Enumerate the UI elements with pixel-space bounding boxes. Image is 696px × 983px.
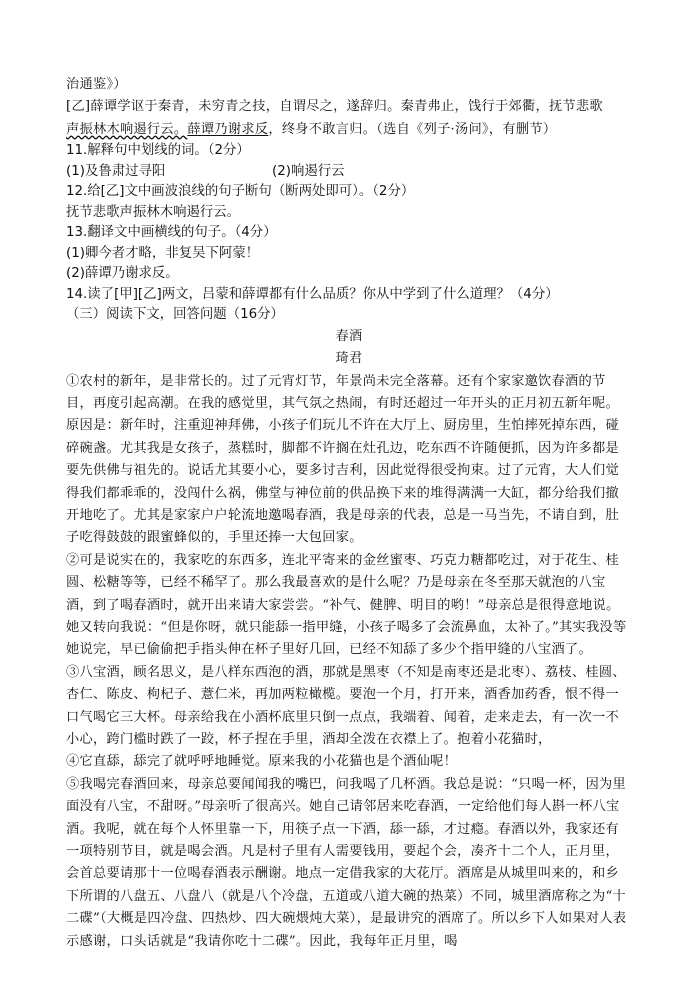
article-title: 春酒 <box>335 328 363 344</box>
passage-b-line2 <box>66 119 632 141</box>
article-paragraph-3: ③八宝酒，顾名思义，是八样东西泡的酒，那就是黑枣（不知是南枣还是北枣）、荔枝、桂圆、杏仁、陈皮、枸杞子、薏仁米，再加两粒橄榄。要泡一个月，打开来，酒香加药香，恨不得一口气喝它三大杯。母亲给我在小酒杯底里只倒一点点，我端着、闻着，走来走去，有一次一不小心，跨门槛时跌了一跤，杯子捏在手里，酒却全泼在衣襟上了。抱着小花猫时， <box>66 664 626 748</box>
q11-option-1: (1)及鲁肃过寻阳 <box>66 163 166 179</box>
article-author: 琦君 <box>335 351 363 367</box>
question-13-item-2: (2)薛谭乃谢求反。 <box>66 266 179 282</box>
question-11: 11.解释句中划线的词。（2分） <box>66 143 250 159</box>
article <box>66 326 632 953</box>
question-14: 14.读了[甲][乙]两文，吕蒙和薛谭都有什么品质？你从中学到了什么道理？（4分） <box>66 286 559 302</box>
article-paragraph-5: ⑤我喝完春酒回来，母亲总要闻闻我的嘴巴，问我喝了几杯酒。我总是说：“只喝一杯，因为里面没有八宝，不甜呀。”母亲听了很高兴。她自己请邻居来吃春酒，一定给他们每人斟一杯八宝酒。我呢，就在每个人怀里靠一下，用筷子点一下酒，舔一舔，才过瘾。春酒以外，我家还有一项特别节目，就是喝会酒。凡是村子里有人需要钱用，要起个会，凑齐十二个人，正月里，会首总要请那十一位喝春酒表示酬谢。地点一定借我家的大花厅。酒席是从城里叫来的，和乡下所谓的八盘五、八盘八（就是八个冷盘，五道或八道大碗的热菜）不同，城里酒席称之为“十二碟”（大概是四冷盘、四热炒、四大碗煨炖大菜），是最讲究的酒席了。所以乡下人如果对人表示感谢，口头话就是“我请你吃十二碟”。因此，我每年正月里，喝 <box>66 776 627 949</box>
passage-b-source: ，终身不敢言归。（选自《列子·汤问》，有删节） <box>268 121 557 137</box>
question-12-sentence: 抚节悲歌声振林木响遏行云。 <box>66 204 241 220</box>
document-page <box>66 74 632 953</box>
question-11-options <box>66 162 632 183</box>
q11-option-2: (2)响遏行云 <box>272 163 345 179</box>
question-13-item-1: (1)卿今者才略，非复吴下阿蒙！ <box>66 245 260 261</box>
passage-b <box>66 74 632 141</box>
question-13: 13.翻译文中画横线的句子。（4分） <box>66 225 277 241</box>
section-3-heading: （三）阅读下文，回答问题（16分） <box>66 307 284 323</box>
article-paragraph-1: ①农村的新年，是非常长的。过了元宵灯节，年景尚未完全落幕。还有个家家邀饮春酒的节目，再度引起高潮。在我的感觉里，其气氛之热闹，有时还超过一年开头的正月初五新年呢。原因是：新年时，注重迎神拜佛，小孩子们玩儿不许在大厅上、厨房里，生怕摔死掉东西，碰碎碗盏。尤其我是女孩子，蒸糕时，脚都不许搁在灶孔边，吃东西不许随便抓，因为许多都是要先供佛与祖先的。说话尤其要小心，要多讨吉利，因此觉得很受拘束。过了元宵，大人们觉得我们都乖乖的，没闯什么祸，佛堂与神位前的供品换下来的堆得满满一大缸，都分给我们撤开地吃了。尤其是家家户户轮流地邀喝春酒，我是母亲的代表，总是一马当先，不请自到，肚子吃得鼓鼓的跟蜜蜂似的，手里还捧一大包回家。 <box>66 373 619 546</box>
article-paragraph-4: ④它直舔，舔完了就呼呼地睡觉。原来我的小花猫也是个酒仙呢！ <box>66 754 458 770</box>
questions <box>66 141 632 326</box>
wavy-sentence: 声振林木响遏行云。 <box>66 121 188 137</box>
passage-b-line1: [乙]薛谭学讴于秦青，未穷青之技，自谓尽之，遂辞归。秦青弗止，饯行于郊衢，抚节悲歌 <box>66 99 603 115</box>
passage-b-line0: 治通鉴》） <box>66 77 127 92</box>
underlined-sentence: 薛谭乃谢求反 <box>187 121 269 137</box>
article-paragraph-2: ②可是说实在的，我家吃的东西多，连北平寄来的金丝蜜枣、巧克力糖都吃过，对于花生、桂圆、松糖等等，已经不稀罕了。那么我最喜欢的是什么呢？乃是母亲在冬至那天就泡的八宝酒，到了喝春酒时，就开出来请大家尝尝。“补气、健脾、明目的哟！”母亲总是很得意地说。她又转向我说：“但是你呀，就只能舔一指甲缝，小孩子喝多了会流鼻血，太补了。”其实我没等她说完，早已偷偷把手指头伸在杯子里好几回，已经不知舔了多少个指甲缝的八宝酒了。 <box>66 552 627 658</box>
question-12: 12.给[乙]文中画波浪线的句子断句（断两处即可）。（2分） <box>66 184 415 200</box>
